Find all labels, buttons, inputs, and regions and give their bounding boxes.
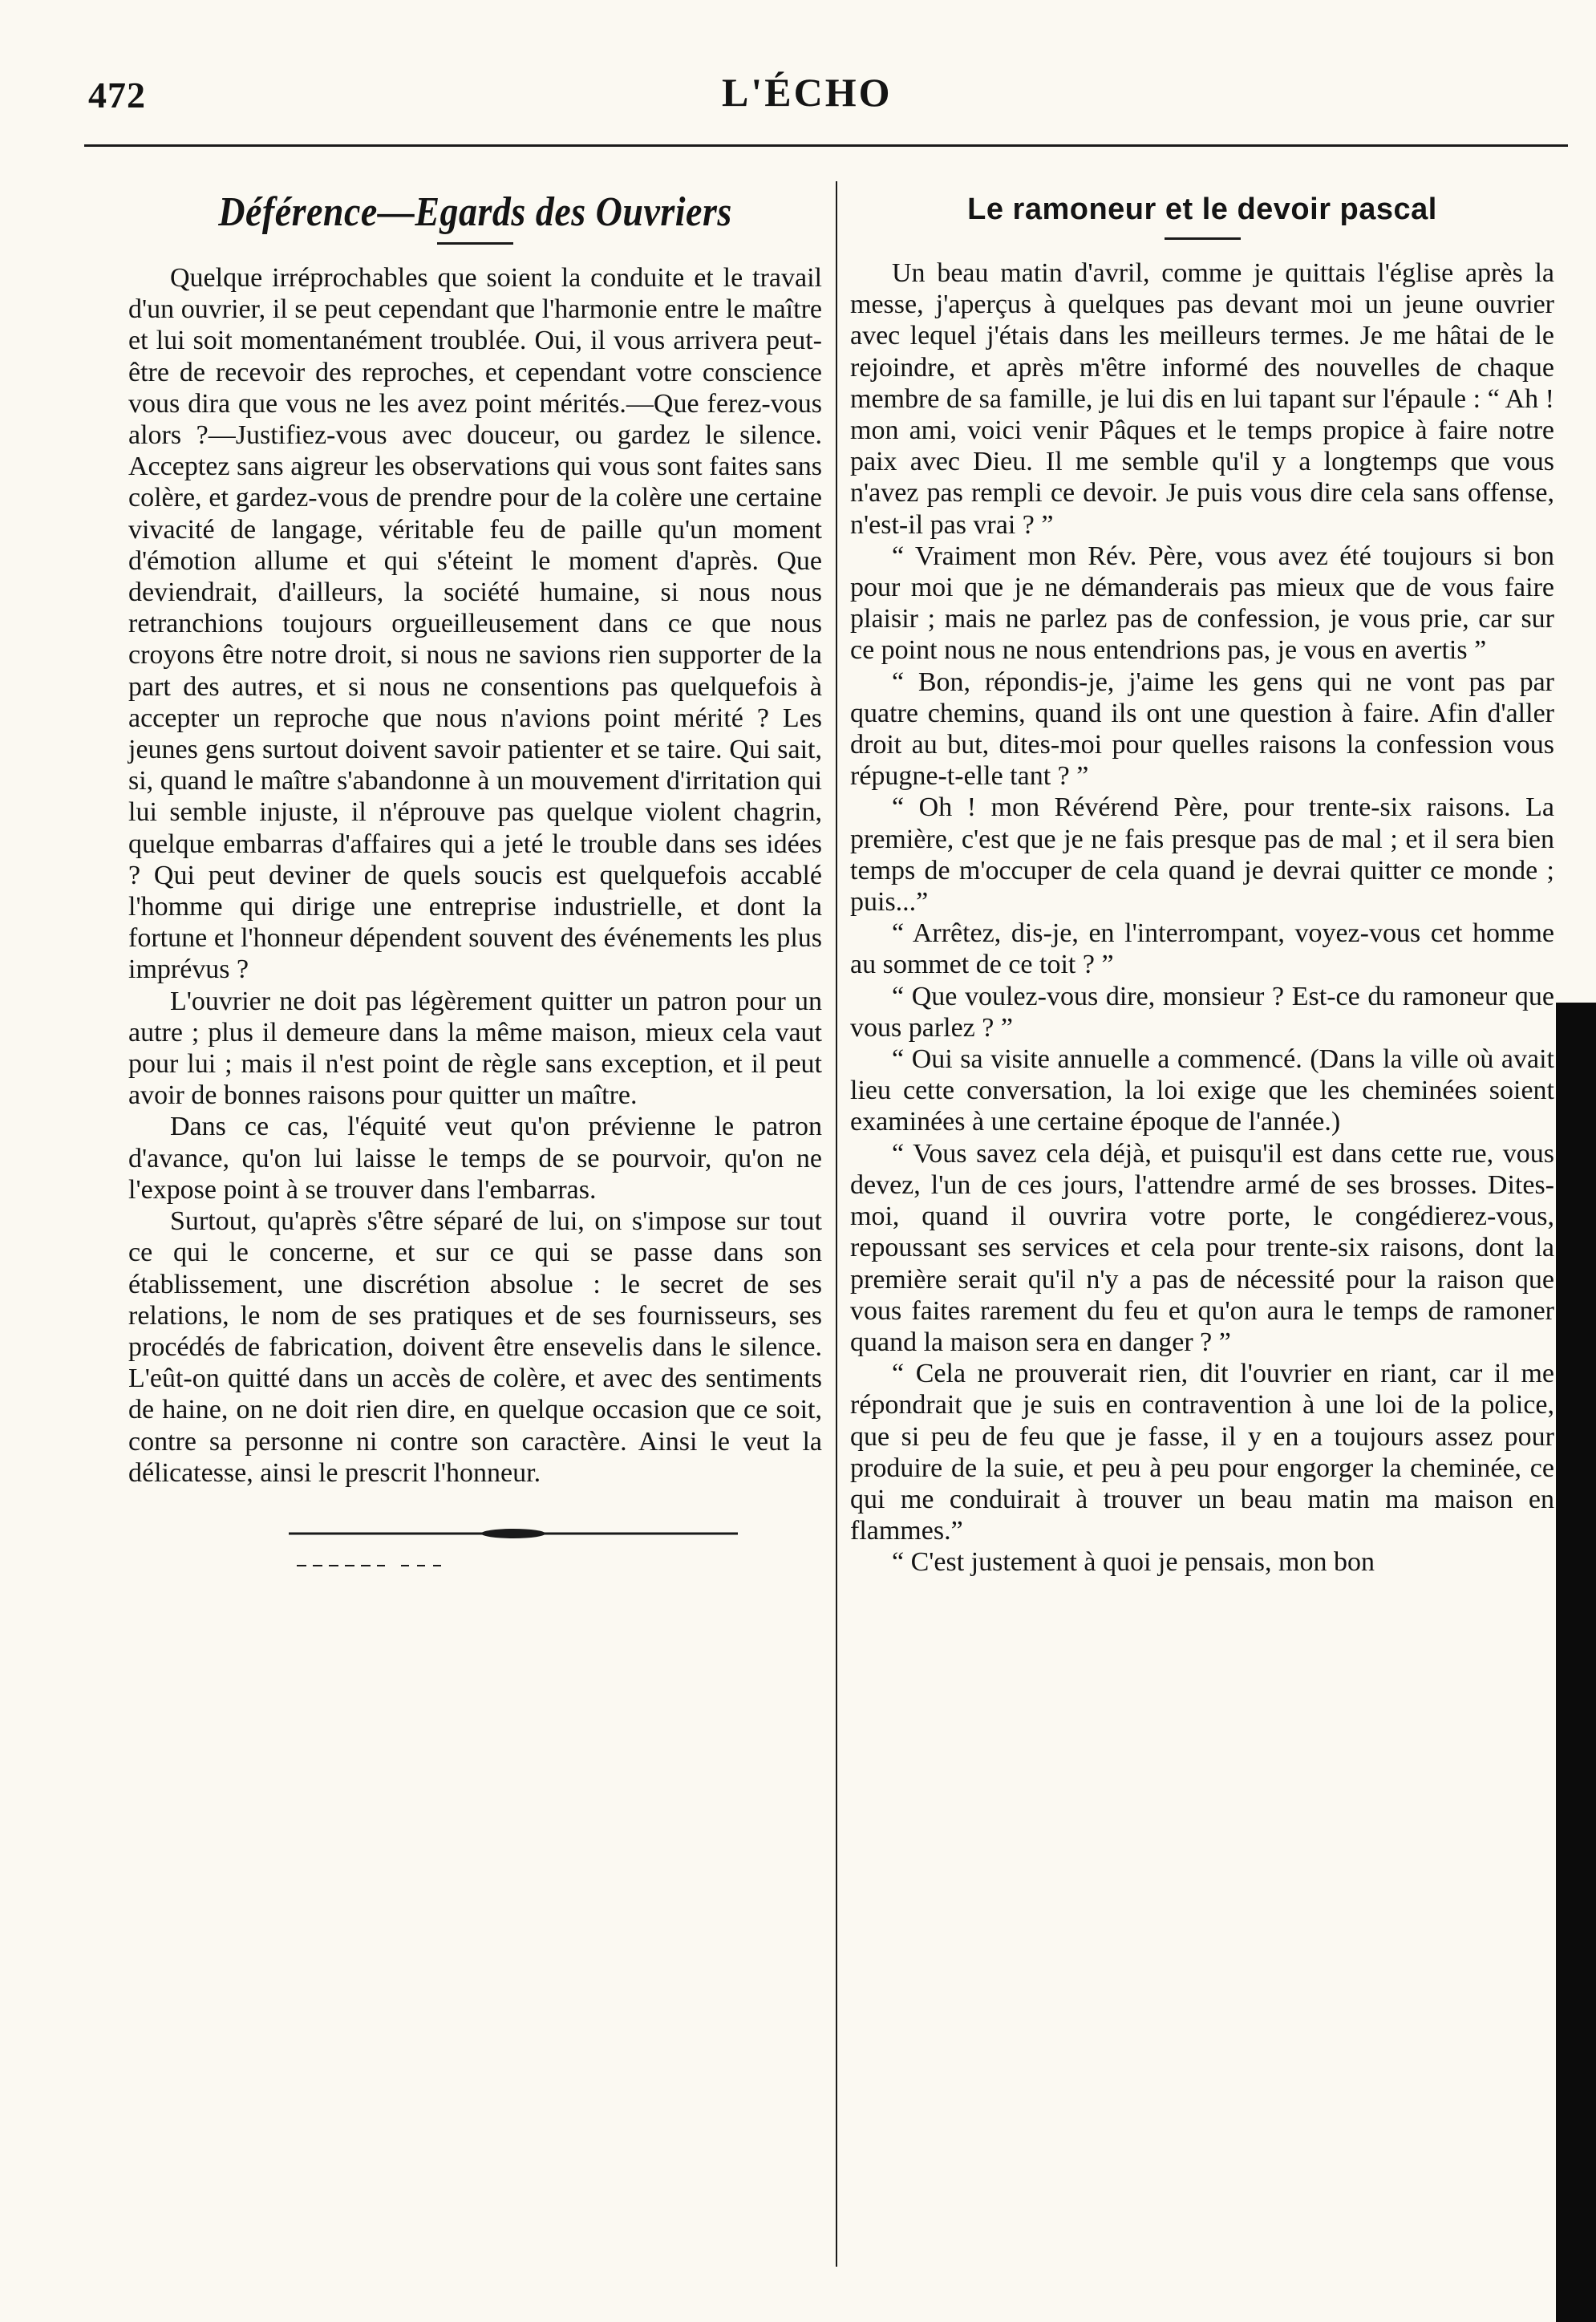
running-title: L'ÉCHO [722, 70, 893, 115]
paragraph: “ Cela ne prouverait rien, dit l'ouvrier en riant, car il me répondrait que je suis en contravention à une loi de la police, que si peu de feu que je fasse, il y en a toujours assez pour produire de la suie, et peu à peu pour engorger la cheminée, ce qui me conduirait à trouver un beau matin ma maison en flammes.” [850, 1359, 1554, 1546]
paragraph: “ C'est justement à quoi je pensais, mon bon [892, 1547, 1375, 1578]
title-rule [437, 242, 513, 245]
paragraph: “ Oui sa visite annuelle a commencé. (Dans la ville où avait lieu cette conversation, la loi exige que les cheminées soient examinées à une certaine époque de l'année.) [850, 1044, 1554, 1137]
right-article [850, 186, 1554, 1578]
paragraph: “ Arrêtez, dis-je, en l'interrompant, voyez-vous cet homme au sommet de ce toit ? ” [850, 918, 1554, 980]
paragraph: “ Bon, répondis-je, j'aime les gens qui ne vont pas par quatre chemins, quand ils ont une question à faire. Afin d'aller droit au but, dites-moi pour quelles raisons la confession vous répugne-t-elle tant ? ” [850, 667, 1554, 792]
paragraph: “ Vous savez cela déjà, et puisqu'il est dans cette rue, vous devez, l'un de ces jours, l'attendre armé de ses brosses. Dites-moi, quand il ouvrira votre porte, le congédierez-vous, repoussant ses services et cela pour trente-six raisons, dont la première serait qu'il n'y a pas de nécessité pour la raison que vous faites rarement du feu et qu'on aura le temps de ramoner quand la maison sera en danger ? ” [850, 1138, 1554, 1357]
page-header [0, 0, 1596, 160]
page-number: 472 [88, 75, 146, 115]
left-article-title: Déférence—Egards des Ouvriers [218, 188, 732, 234]
ornament-rule-icon [289, 1518, 738, 1574]
left-article [128, 186, 822, 1581]
right-article-title: Le ramoneur et le devoir pascal [967, 192, 1437, 226]
paragraph: “ Oh ! mon Révérend Père, pour trente-six raisons. La première, c'est que je ne fais presque pas de mal ; et il sera bien temps de m'occuper de cela quand je devrai quitter ce monde ; puis...” [850, 792, 1554, 918]
paragraph: Quelque irréprochables que soient la conduite et le travail d'un ouvrier, il se peut cependant que l'harmonie entre le maître et lui soit momentanément troublée. Oui, il vous arrivera peut-être de recevoir des reproches, et cependant votre conscience vous dira que vous ne les avez point mérités.—Que ferez-vous alors ?—Justifiez-vous avec douceur, ou gardez le silence. Acceptez sans aigreur les observations qui vous sont faites sans colère, et gardez-vous de prendre pour de la colère une certaine vivacité de langage, véritable feu de paille qu'un moment d'émotion allume et qui s'éteint le moment d'après. Que deviendrait, d'ailleurs, la société humaine, si nous nous retranchions toujours orgueilleusement dans ce que nous croyons être notre droit, si nous ne savions rien supporter de la part des autres, et si nous ne consentions pas quelquefois à accepter un reproche que nous n'avions point mérité ? Les jeunes gens surtout doivent savoir patienter et se taire. Qui sait, si, quand le maître s'abandonne à un mouvement d'irritation qui lui semble injuste, il n'éprouve pas quelque violent chagrin, quelque embarras d'affaires qui a jeté le trouble dans ses idées ? Qui peut deviner de quels soucis est quelquefois accablé l'homme qui dirige une entreprise industrielle, et dont la fortune et l'honneur dépendent souvent des événements les plus imprévus ? [128, 263, 822, 985]
end-ornament [128, 1518, 822, 1581]
paragraph: Un beau matin d'avril, comme je quittais l'église après la messe, j'aperçus à quelques pas devant moi un jeune ouvrier avec lequel j'étais dans les meilleurs termes. Je me hâtai de le rejoindre, et après m'être informé des nouvelles de chaque membre de sa famille, je lui dis en lui tapant sur l'épaule : “ Ah ! mon ami, voici venir Pâques et le temps propice à faire notre paix avec Dieu. Il me semble qu'il y a longtemps que vous n'avez pas rempli ce devoir. Je puis vous dire cela sans offense, n'est-il pas vrai ? ” [850, 258, 1554, 540]
paragraph: Surtout, qu'après s'être séparé de lui, on s'impose sur tout ce qui le concerne, et sur ce qui se passe dans son établissement, une discrétion absolue : le secret de ses relations, le nom de ses pratiques et de ses fournisseurs, ses procédés de fabrication, doivent être ensevelis dans le silence. L'eût-on quitté dans un accès de colère, et avec des sentiments de haine, on ne doit rien dire, en quelque occasion que ce soit, contre sa personne ni contre son caractère. Ainsi le veut la délicatesse, ainsi le prescrit l'honneur. [128, 1206, 822, 1488]
paragraph: “ Que voulez-vous dire, monsieur ? Est-ce du ramoneur que vous parlez ? ” [850, 981, 1554, 1043]
page-edge-shadow [1556, 1003, 1596, 2322]
title-rule [1165, 237, 1241, 240]
header-rule [84, 144, 1568, 147]
paragraph: Dans ce cas, l'équité veut qu'on prévienne le patron d'avance, qu'on lui laisse le temps de se pourvoir, qu'on ne l'expose point à se trouver dans l'embarras. [128, 1112, 822, 1205]
paragraph: L'ouvrier ne doit pas légèrement quitter un patron pour un autre ; plus il demeure dans la même maison, mieux cela vaut pour lui ; mais il n'est point de règle sans exception, et il peut avoir de bonnes raisons pour quitter un maître. [128, 986, 822, 1111]
column-divider [836, 181, 837, 2267]
paragraph: “ Vraiment mon Rév. Père, vous avez été toujours si bon pour moi que je ne démanderais pas mieux que de vous faire plaisir ; mais ne parlez pas de confession, je vous prie, car sur ce point nous ne nous entendrions pas, je vous en avertis ” [850, 541, 1554, 666]
